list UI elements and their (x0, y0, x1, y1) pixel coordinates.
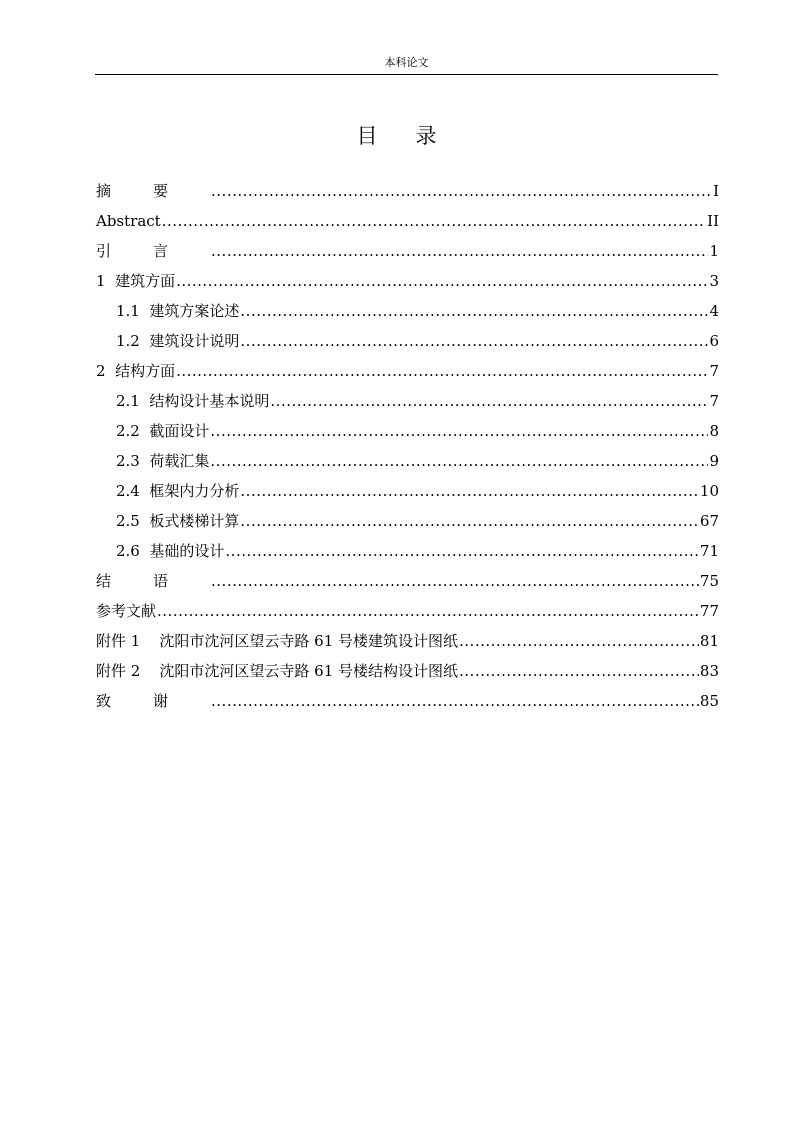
toc-entry-abstract-cn[interactable] (96, 176, 719, 206)
toc-entry-label: 参考文献 (96, 602, 157, 620)
toc-dot-leader (211, 236, 708, 266)
toc-entry-page: 8 (709, 422, 719, 440)
toc-dot-leader (240, 326, 708, 356)
toc-entry-label: 2.1 结构设计基本说明 (116, 392, 270, 410)
toc-entry-label: 附件 1 沈阳市沈河区望云寺路 61 号楼建筑设计图纸 (96, 632, 459, 650)
toc-entry-label: 2 结构方面 (96, 362, 176, 380)
toc-entry-appendix-2[interactable] (96, 656, 719, 686)
toc-entry-label: 2.6 基础的设计 (116, 542, 225, 560)
toc-title: 目录 (356, 124, 475, 148)
toc-entry-page: II (707, 212, 719, 230)
toc-entry-label: 2.4 框架内力分析 (116, 482, 240, 500)
toc-entry-section-1-2[interactable] (96, 326, 719, 356)
toc-dot-leader (211, 566, 699, 596)
toc-dot-leader (225, 536, 699, 566)
toc-entry-page: 7 (709, 392, 719, 410)
toc-entry-page: 67 (699, 512, 719, 530)
toc-dot-leader (210, 416, 708, 446)
toc-entry-acknowledgements[interactable] (96, 686, 719, 716)
toc-entry-page: 3 (709, 272, 719, 290)
toc-entry-references[interactable] (96, 596, 719, 626)
toc-entry-conclusion[interactable] (96, 566, 719, 596)
toc-entry-label: 2.2 截面设计 (116, 422, 210, 440)
toc-entry-abstract-en[interactable] (96, 206, 719, 236)
toc-entry-label: 附件 2 沈阳市沈河区望云寺路 61 号楼结构设计图纸 (96, 662, 459, 680)
toc-dot-leader (211, 176, 712, 206)
toc-dot-leader (176, 266, 708, 296)
toc-entry-section-1-1[interactable] (96, 296, 719, 326)
toc-entry-label: 1.2 建筑设计说明 (116, 332, 240, 350)
toc-dot-leader (270, 386, 708, 416)
toc-dot-leader (176, 356, 708, 386)
toc-entry-label: 1 建筑方面 (96, 272, 176, 290)
toc-entry-label: Abstract (96, 212, 161, 230)
toc-entry-page: 9 (709, 452, 719, 470)
toc-entry-page: 1 (709, 242, 719, 260)
toc-entry-chapter-1[interactable] (96, 266, 719, 296)
toc-entry-section-2-3[interactable] (96, 446, 719, 476)
toc-entry-page: 75 (699, 572, 719, 590)
toc-entry-page: 6 (709, 332, 719, 350)
toc-entry-section-2-5[interactable] (96, 506, 719, 536)
toc-entry-chapter-2[interactable] (96, 356, 719, 386)
toc-entry-section-2-1[interactable] (96, 386, 719, 416)
toc-entry-page: 7 (709, 362, 719, 380)
toc-entry-page: 81 (699, 632, 719, 650)
table-of-contents (96, 176, 719, 716)
toc-entry-label: 结语 (96, 572, 211, 590)
toc-entry-page: 71 (699, 542, 719, 560)
toc-entry-page: 4 (709, 302, 719, 320)
toc-entry-section-2-6[interactable] (96, 536, 719, 566)
header-title: 本科论文 (384, 56, 429, 69)
toc-dot-leader (459, 656, 699, 686)
toc-entry-label: 2.3 荷载汇集 (116, 452, 210, 470)
toc-entry-label: 引言 (96, 242, 211, 260)
toc-dot-leader (210, 446, 708, 476)
toc-entry-page: 10 (699, 482, 719, 500)
toc-dot-leader (459, 626, 699, 656)
toc-dot-leader (157, 596, 699, 626)
toc-entry-section-2-4[interactable] (96, 476, 719, 506)
toc-entry-introduction[interactable] (96, 236, 719, 266)
toc-entry-page: I (713, 182, 719, 200)
toc-entry-appendix-1[interactable] (96, 626, 719, 656)
toc-dot-leader (240, 506, 699, 536)
toc-entry-page: 77 (699, 602, 719, 620)
toc-entry-label: 致谢 (96, 692, 211, 710)
toc-dot-leader (211, 686, 699, 716)
page-header (95, 56, 718, 75)
toc-dot-leader (162, 206, 706, 236)
toc-entry-section-2-2[interactable] (96, 416, 719, 446)
toc-dot-leader (240, 296, 708, 326)
toc-entry-page: 83 (699, 662, 719, 680)
toc-entry-label: 2.5 板式楼梯计算 (116, 512, 240, 530)
toc-entry-page: 85 (699, 692, 719, 710)
toc-entry-label: 摘要 (96, 182, 211, 200)
toc-entry-label: 1.1 建筑方案论述 (116, 302, 240, 320)
toc-dot-leader (240, 476, 699, 506)
